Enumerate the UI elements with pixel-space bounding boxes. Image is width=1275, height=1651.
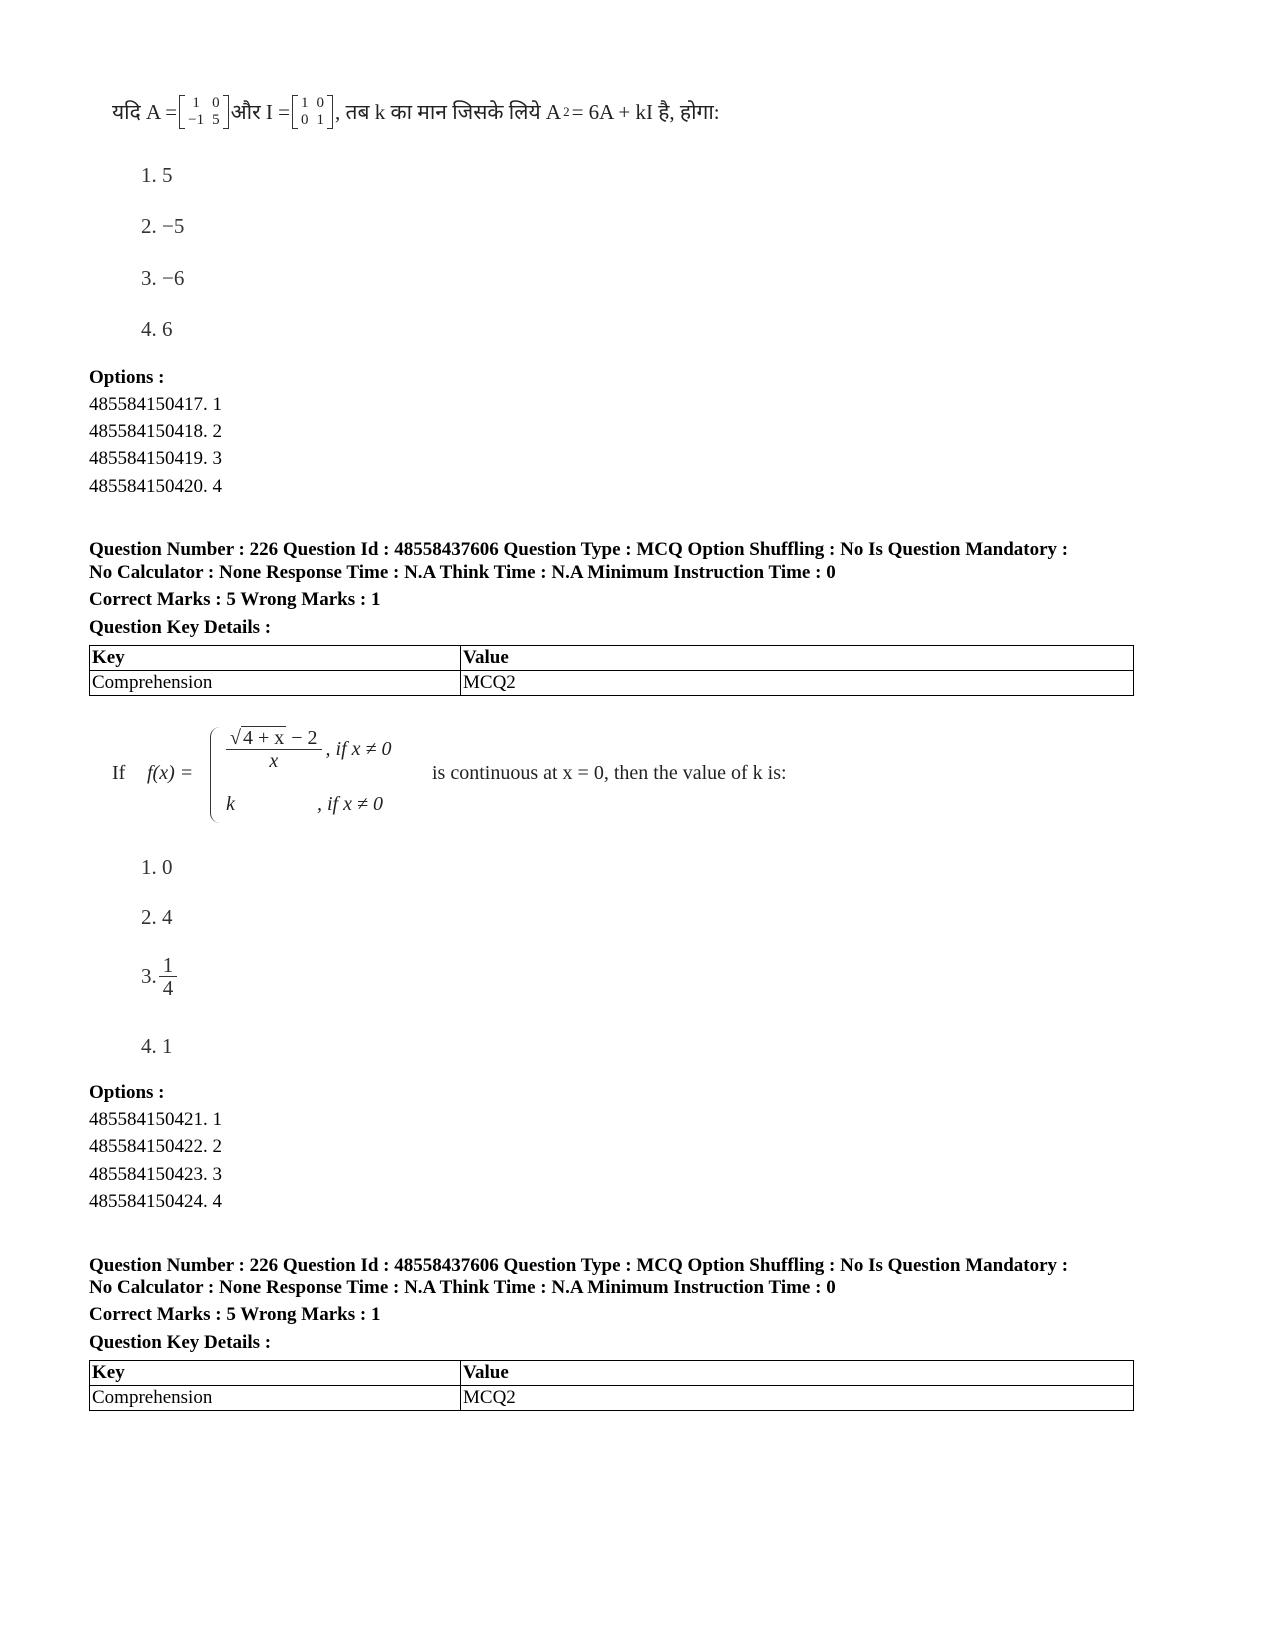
- option-id: 485584150422. 2: [89, 1136, 222, 1157]
- question-1-choice: 3. −6: [141, 266, 185, 290]
- option-id: 485584150419. 3: [89, 448, 222, 469]
- stem-tail: is continuous at x = 0, then the value of k is:: [432, 762, 787, 784]
- options-label: Options :: [89, 1082, 165, 1103]
- stem-text: , तब k का मान जिसके लिये A: [335, 100, 562, 124]
- question-1-stem: [112, 84, 720, 140]
- piece-2-condition: , if x ≠ 0: [317, 793, 383, 815]
- question-meta-line: No Calculator : None Response Time : N.A Think Time : N.A Minimum Instruction Time : 0: [89, 1277, 836, 1298]
- table-cell-key: Comprehension: [90, 1386, 461, 1411]
- matrix-i: 1 0 0 1: [292, 95, 333, 129]
- key-details-table: [89, 645, 1134, 696]
- marks-line: Correct Marks : 5 Wrong Marks : 1: [89, 1304, 381, 1325]
- numerator: 1: [159, 954, 178, 977]
- stem-function: f(x) =: [147, 762, 194, 784]
- option-id: 485584150423. 3: [89, 1164, 222, 1185]
- question-meta-line: Question Number : 226 Question Id : 48558437606 Question Type : MCQ Option Shuffling : No Is Question Mandatory :: [89, 539, 1069, 560]
- stem-if: If: [112, 762, 126, 784]
- question-1-choice: 2. −5: [141, 214, 185, 238]
- options-label: Options :: [89, 367, 165, 388]
- piece-1: [226, 727, 392, 772]
- question-1-choice: 1. 5: [141, 163, 173, 187]
- question-2-stem: [112, 727, 892, 827]
- key-details-table: [89, 1360, 1134, 1411]
- table-header-key: Key: [90, 646, 461, 671]
- denominator: 4: [162, 976, 174, 1000]
- key-details-label: Question Key Details :: [89, 1332, 272, 1353]
- option-id: 485584150420. 4: [89, 476, 222, 497]
- stem-text: और I =: [230, 100, 291, 124]
- question-2-choice: 4. 1: [141, 1034, 173, 1058]
- sqrt-content: 4 + x: [242, 727, 285, 749]
- numerator-rest: − 2: [286, 727, 318, 749]
- question-meta-line: Question Number : 226 Question Id : 48558437606 Question Type : MCQ Option Shuffling : No Is Question Mandatory :: [89, 1255, 1069, 1276]
- key-details-label: Question Key Details :: [89, 617, 272, 638]
- condition: , if x ≠ 0: [325, 738, 392, 760]
- table-header-key: Key: [90, 1361, 461, 1386]
- matrix-a: 1 0 −1 5: [179, 95, 228, 129]
- option-id: 485584150421. 1: [89, 1109, 222, 1130]
- choice-prefix: 3.: [141, 964, 157, 988]
- stem-text: = 6A + kI है, होगा:: [571, 100, 720, 124]
- question-2-choice: 2. 4: [141, 905, 173, 929]
- option-id: 485584150424. 4: [89, 1191, 222, 1212]
- fraction: $\frac{√ 4 + x - 2}{x}$: [226, 727, 322, 772]
- question-2-choice-3: [141, 954, 177, 999]
- table-cell-value: MCQ2: [461, 671, 1134, 696]
- question-meta-line: No Calculator : None Response Time : N.A Think Time : N.A Minimum Instruction Time : 0: [89, 562, 836, 583]
- table-cell-key: Comprehension: [90, 671, 461, 696]
- question-2-choice: 1. 0: [141, 855, 173, 879]
- marks-line: Correct Marks : 5 Wrong Marks : 1: [89, 589, 381, 610]
- table-header-value: Value: [461, 646, 1134, 671]
- stem-text: यदि A =: [112, 100, 178, 124]
- question-1-choice: 4. 6: [141, 317, 173, 341]
- exponent: 2: [563, 104, 570, 119]
- option-id: 485584150417. 1: [89, 394, 222, 415]
- table-header-value: Value: [461, 1361, 1134, 1386]
- piece-2-value: k: [226, 793, 235, 815]
- denominator: x: [269, 750, 279, 772]
- table-cell-value: MCQ2: [461, 1386, 1134, 1411]
- brace: [210, 727, 225, 823]
- option-id: 485584150418. 2: [89, 421, 222, 442]
- fraction: [159, 954, 178, 999]
